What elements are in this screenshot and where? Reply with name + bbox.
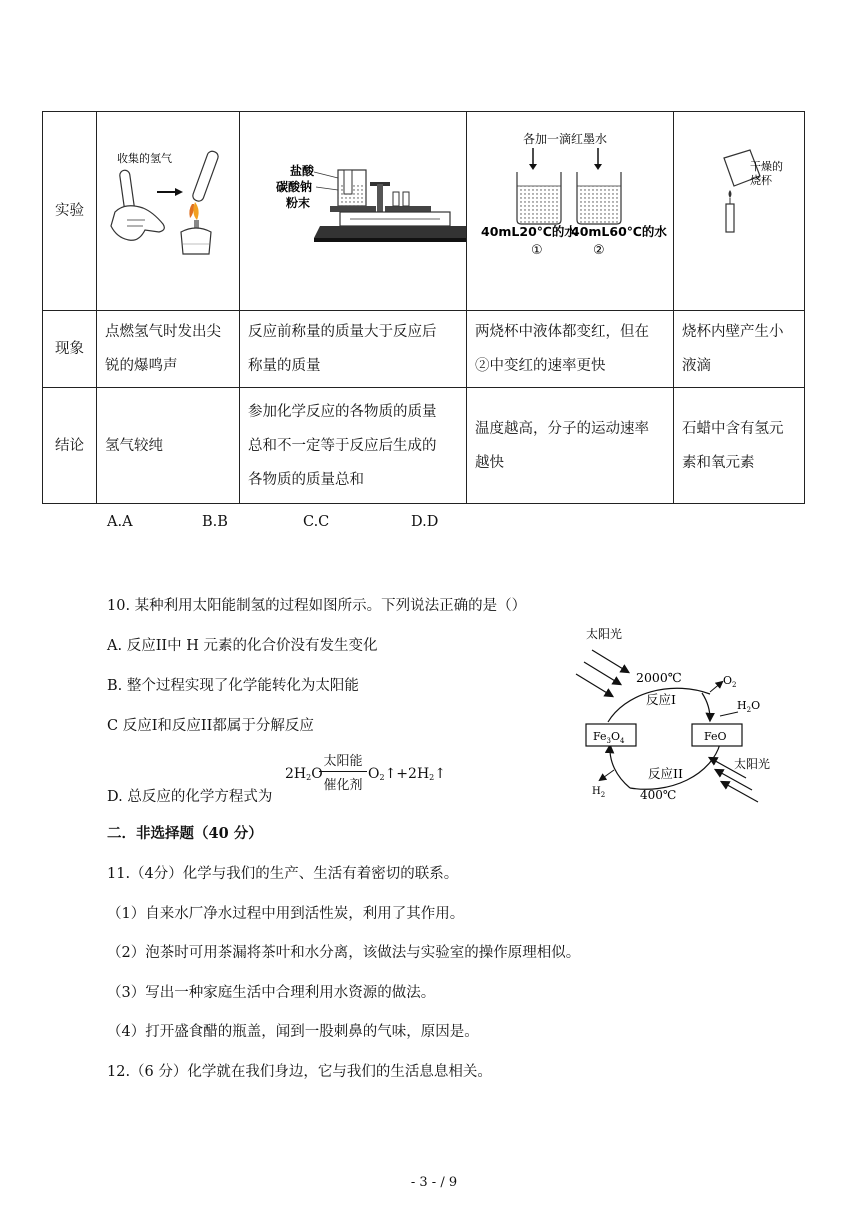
label-o2: $O_2$ [723,674,737,689]
q10-option-d[interactable]: D. 总反应的化学方程式为 [107,789,273,805]
cell-text: 两烧杯中液体都变红，但在 [475,324,649,340]
q10-option-a[interactable]: A. 反应II中 H 元素的化合价没有发生变化 [107,638,378,654]
row-header-phenomenon: 现象 [43,311,97,388]
overall-equation [285,752,455,796]
label-sodium-carbonate: 碳酸钠 [276,180,313,194]
cell-conc-a [97,388,240,504]
label-60c-water: 40mL60℃的水 [571,224,667,239]
down-arrow-icon [529,148,602,170]
table-row-phenomenon [43,311,805,388]
cell-text: 温度越高，分子的运动速率 [475,420,649,437]
label-sunlight-top: 太阳光 [586,627,623,641]
option-c[interactable]: C.C [303,514,330,530]
q10-stem: 10. 某种利用太阳能制氢的过程如图所示。下列说法正确的是（） [107,598,527,614]
balance-illustration [240,112,466,310]
beaker-left-icon [517,172,561,224]
table-row-conclusion [43,388,805,504]
o2-arrow [710,682,722,692]
label-sunlight-bottom: 太阳光 [734,757,771,771]
cell-text: 氢气较纯 [105,437,163,454]
label-beaker: 烧杯 [750,174,772,187]
q11-item-2: （2）泡茶时可用茶漏将茶叶和水分离，该做法与实验室的操作原理相似。 [107,945,581,961]
cycle-arc-top-right [702,693,710,720]
cell-phen-b [240,311,467,388]
cell-phen-a [97,311,240,388]
row-header-experiment: 实验 [43,112,97,311]
label-num-1: ① [531,243,543,258]
row-header-conclusion: 结论 [43,388,97,504]
cell-text: 越快 [475,454,504,471]
cell-text: 石蜡中含有氢元 [682,420,784,437]
cell-text: ②中变红的速率更快 [475,358,606,374]
sunlight-arrows-top [576,650,628,696]
cell-phen-c [467,311,674,388]
option-d[interactable]: D.D [411,514,439,530]
candle-illustration [674,112,804,310]
q12-stem: 12.（6 分）化学就在我们身边，它与我们的生活息息相关。 [107,1064,492,1080]
scale-icon [314,182,466,242]
label-20c-water: 40mL20℃的水 [481,224,577,239]
cell-text: 各物质的质量总和 [248,471,364,488]
cell-conc-b [240,388,467,504]
label-temp-top: 2000℃ [636,670,682,685]
option-b[interactable]: B.B [202,514,228,530]
page-number: - 3 - / 9 [410,1175,458,1190]
q10-option-c[interactable]: C 反应I和反应II都属于分解反应 [107,718,314,734]
label-dry: 干燥的 [750,160,783,173]
section-2-title: 二．非选择题（40 分） [107,825,263,842]
label-feo: FeO [704,730,727,743]
arrow-icon [157,188,183,196]
label-red-ink: 各加一滴红墨水 [523,132,608,146]
cell-text: 反应前称量的质量大于反应后 [248,324,437,340]
q11-item-4: （4）打开盛食醋的瓶盖，闻到一股刺鼻的气味，原因是。 [107,1024,479,1040]
cell-conc-d [674,388,805,504]
equation-reactant: $2H_2O$ [285,766,323,782]
cell-exp-b [240,112,467,311]
candle-icon [726,190,734,232]
label-h2: $H_2$ [592,786,606,799]
label-powder: 粉末 [286,196,311,210]
cell-exp-c [467,112,674,311]
cell-text: 锐的爆鸣声 [105,358,178,374]
equation-condition-top: 太阳能 [323,754,363,769]
q10-option-b[interactable]: B. 整个过程实现了化学能转化为太阳能 [107,678,359,694]
cell-text: 总和不一定等于反应后生成的 [248,437,437,454]
cell-conc-c [467,388,674,504]
alcohol-lamp-icon [181,202,211,254]
cell-text: 烧杯内壁产生小 [682,324,784,340]
diffusion-illustration [467,112,673,310]
beaker-icon [338,170,366,206]
inverted-tube-icon [191,150,219,203]
hydrogen-test-illustration [97,112,239,310]
q11-stem: 11.（4分）化学与我们的生产、生活有着密切的联系。 [107,866,459,882]
cycle-arc-bottom-left [610,746,630,788]
table-row-experiment [43,112,805,311]
label-fe3o4: $Fe_3O_4$ [593,730,625,745]
label-reaction-2: 反应II [648,766,683,781]
cell-text: 点燃氢气时发出尖 [105,324,221,340]
solar-hydrogen-diagram [570,620,790,805]
hand-icon [111,206,164,241]
equation-products: $O_2↑+2H_2↑$ [368,766,446,782]
beaker-right-icon [577,172,621,224]
label-hcl: 盐酸 [290,164,315,178]
q11-item-3: （3）写出一种家庭生活中合理利用水资源的做法。 [107,985,436,1001]
cell-exp-a [97,112,240,311]
equation-condition-bottom: 催化剂 [323,778,363,793]
label-h2o: $H_2O$ [737,699,761,714]
label-hydrogen: 收集的氢气 [117,152,172,165]
label-reaction-1: 反应I [646,692,676,707]
equation-bar [319,771,367,772]
cell-text: 液滴 [682,358,711,374]
label-temp-bottom: 400℃ [640,788,677,802]
cell-text: 参加化学反应的各物质的质量 [248,403,437,420]
cell-phen-d [674,311,805,388]
q11-item-1: （1）自来水厂净水过程中用到活性炭，利用了其作用。 [107,906,465,922]
h2o-arrow [720,712,738,716]
experiment-table [42,111,805,504]
cell-text: 素和氧元素 [682,454,755,471]
cell-exp-d [674,112,805,311]
h2-arrow [600,770,614,780]
label-num-2: ② [593,243,605,258]
option-a[interactable]: A.A [107,514,133,530]
cell-text: 称量的质量 [248,358,321,374]
